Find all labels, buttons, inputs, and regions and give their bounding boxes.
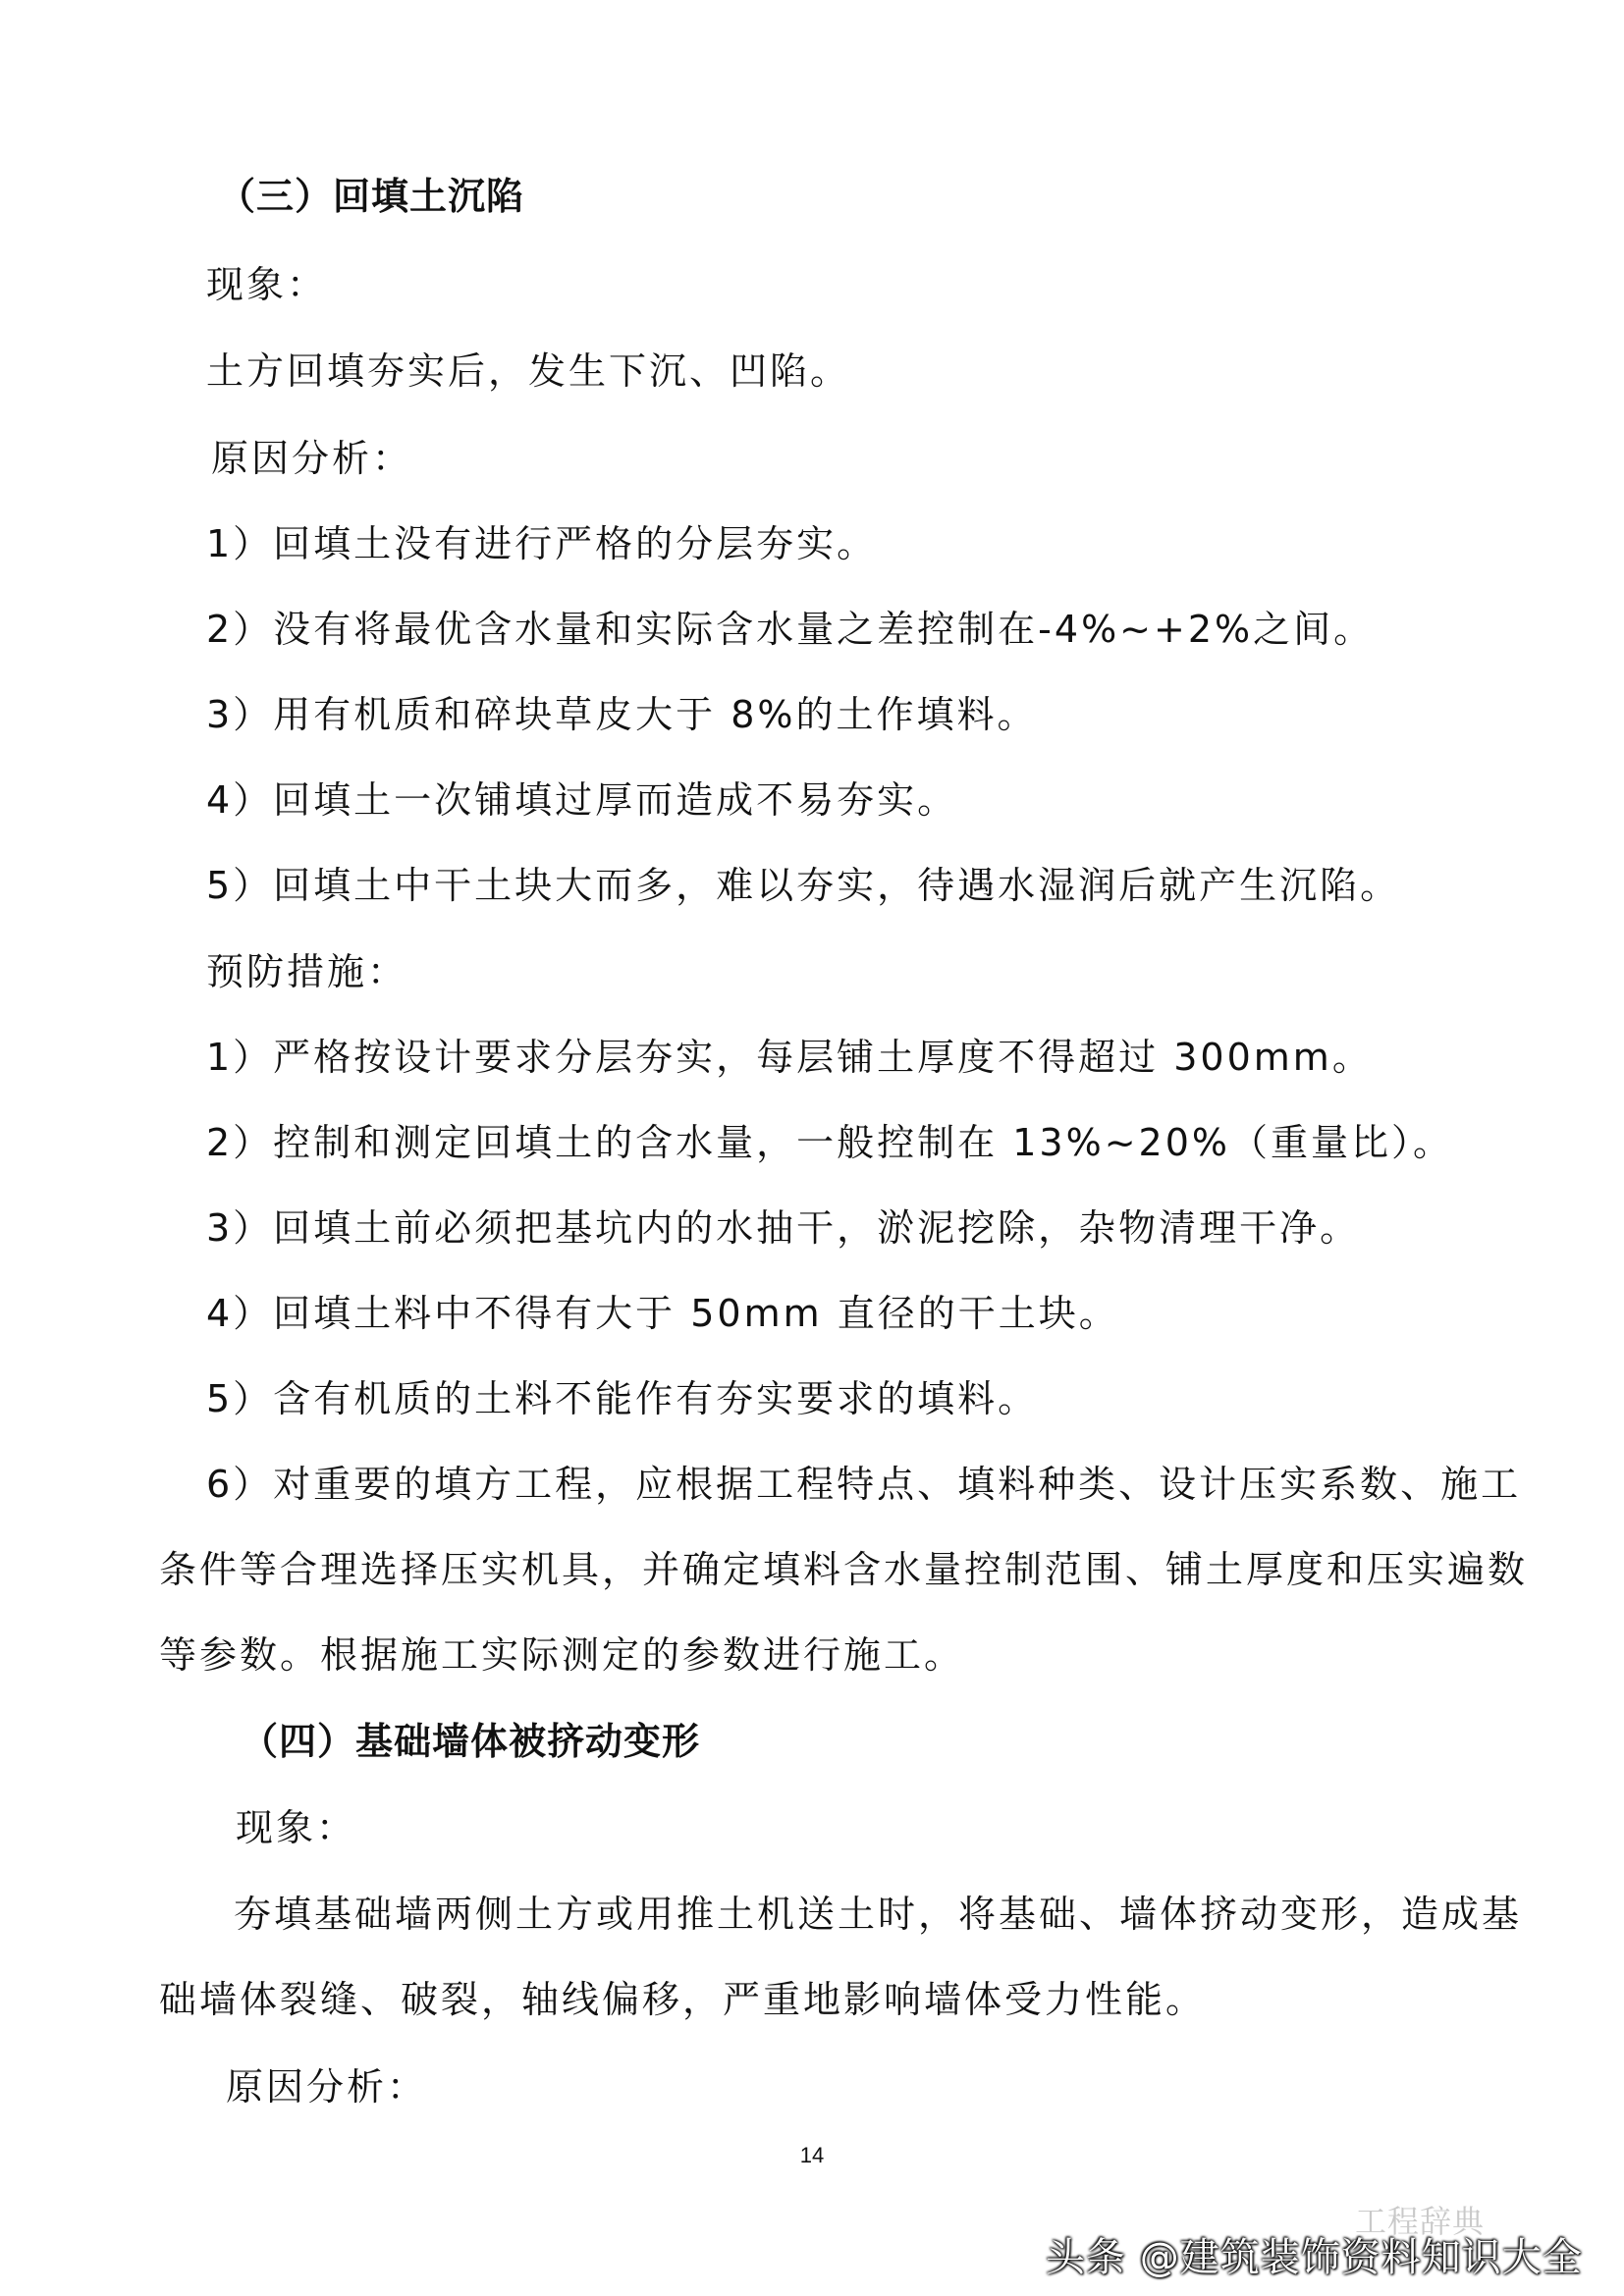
cause-item: 2）没有将最优含水量和实际含水量之差控制在-4%~+2%之间。 [206, 608, 1375, 651]
prevention-item: 3）回填土前必须把基坑内的水抽干，淤泥挖除，杂物清理干净。 [206, 1206, 1361, 1250]
section3-phenomenon-label: 现象： [206, 263, 328, 306]
section4-phenomenon-line2: 础墙体裂缝、破裂，轴线偏移，严重地影响墙体受力性能。 [159, 1978, 1207, 2021]
section4-heading: （四）基础墙体被挤动变形 [241, 1720, 701, 1763]
section4-phenomenon-label: 现象： [236, 1806, 357, 1849]
section3-cause-label: 原因分析： [211, 437, 413, 480]
cause-item: 5）回填土中干土块大而多，难以夯实，待遇水湿润后就产生沉陷。 [206, 864, 1401, 907]
section3-heading: （三）回填土沉陷 [218, 175, 525, 218]
section3-phenomenon-text: 土方回填夯实后，发生下沉、凹陷。 [206, 349, 851, 393]
prevention-item: 4）回填土料中不得有大于 50mm 直径的干土块。 [206, 1292, 1119, 1335]
prevention-item-6-line1: 6）对重要的填方工程，应根据工程特点、填料种类、设计压实系数、施工 [206, 1463, 1522, 1506]
prevention-item: 2）控制和测定回填土的含水量，一般控制在 13%~20%（重量比）。 [206, 1121, 1454, 1164]
prevention-item-6-line3: 等参数。根据施工实际测定的参数进行施工。 [159, 1633, 965, 1677]
prevention-item: 5）含有机质的土料不能作有夯实要求的填料。 [206, 1377, 1039, 1420]
cause-item: 1）回填土没有进行严格的分层夯实。 [206, 522, 878, 565]
section4-cause-label: 原因分析： [226, 2065, 428, 2109]
cause-item: 3）用有机质和碎块草皮大于 8%的土作填料。 [206, 693, 1038, 736]
section3-prevention-label: 预防措施： [206, 950, 408, 993]
cause-item: 4）回填土一次铺填过厚而造成不易夯实。 [206, 778, 958, 822]
watermark: 头条 @建筑装饰资料知识大全 [1046, 2235, 1583, 2280]
prevention-item-6-line2: 条件等合理选择压实机具，并确定填料含水量控制范围、铺土厚度和压实遍数 [159, 1548, 1529, 1591]
watermark-faint: 工程辞典 [1355, 2203, 1486, 2240]
section4-phenomenon-line1: 夯填基础墙两侧土方或用推土机送土时，将基础、墙体挤动变形，造成基 [234, 1893, 1523, 1936]
prevention-item: 1）严格按设计要求分层夯实，每层铺土厚度不得超过 300mm。 [206, 1036, 1373, 1079]
page-number: 14 [799, 2143, 825, 2167]
